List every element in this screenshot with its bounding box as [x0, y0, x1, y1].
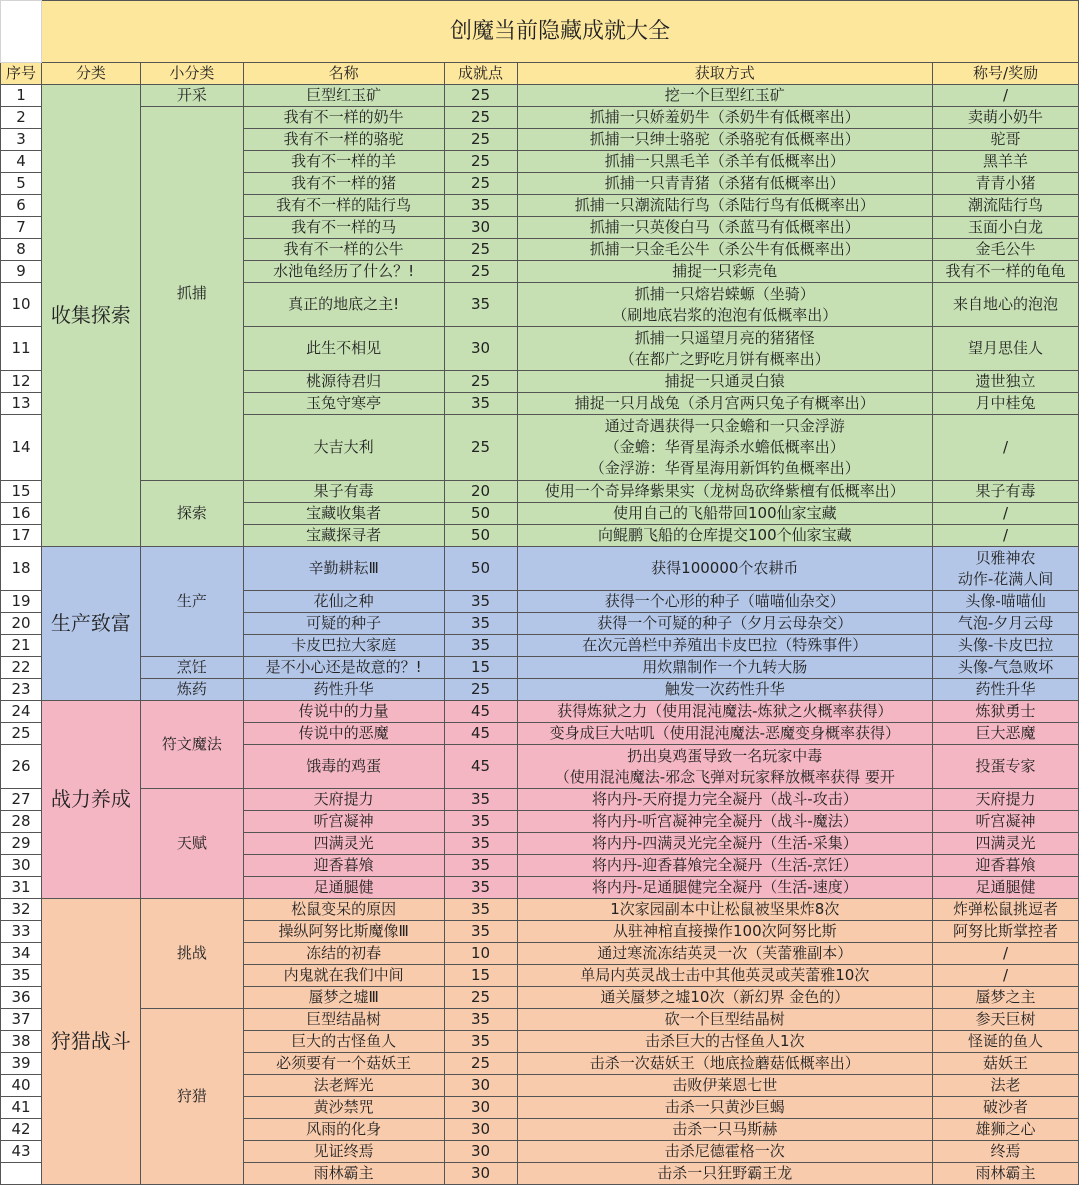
achievement-reward: 药性升华 [933, 679, 1079, 701]
achievement-reward: 气泡-夕月云母 [933, 613, 1079, 635]
achievement-method: 击杀巨大的古怪鱼人1次 [517, 1031, 933, 1053]
achievement-reward: 菇妖王 [933, 1053, 1079, 1075]
achievement-reward: 望月思佳人 [933, 327, 1079, 371]
achievement-reward: 四满灵光 [933, 833, 1079, 855]
achievement-name: 内鬼就在我们中间 [243, 965, 444, 987]
achievement-method: 用炊鼎制作一个九转大肠 [517, 657, 933, 679]
row-number: 32 [1, 899, 42, 921]
header-category: 分类 [41, 63, 140, 85]
row-number: 1 [1, 85, 42, 107]
achievement-points: 25 [444, 107, 517, 129]
row-number: 27 [1, 789, 42, 811]
achievement-points: 35 [444, 1009, 517, 1031]
row-number: 22 [1, 657, 42, 679]
achievement-points: 25 [444, 129, 517, 151]
achievement-name: 果子有毒 [243, 481, 444, 503]
achievement-reward: 青青小猪 [933, 173, 1079, 195]
achievement-name: 可疑的种子 [243, 613, 444, 635]
row-number: 43 [1, 1141, 42, 1163]
row-number: 37 [1, 1009, 42, 1031]
achievement-method: 从驻神棺直接操作100次阿努比斯 [517, 921, 933, 943]
achievement-name: 宝藏收集者 [243, 503, 444, 525]
achievement-points: 15 [444, 965, 517, 987]
achievement-method: 获得炼狱之力（使用混沌魔法-炼狱之火概率获得） [517, 701, 933, 723]
achievement-points: 25 [444, 85, 517, 107]
achievement-method: 使用一个奇异绛紫果实（龙树岛砍绛紫檀有低概率出） [517, 481, 933, 503]
achievement-points: 30 [444, 217, 517, 239]
achievement-method: 击杀一次菇妖王（地底捡蘑菇低概率出） [517, 1053, 933, 1075]
achievement-name: 桃源待君归 [243, 371, 444, 393]
achievement-reward: 巨大恶魔 [933, 723, 1079, 745]
header-subcategory: 小分类 [140, 63, 243, 85]
row-number: 41 [1, 1097, 42, 1119]
achievement-points: 30 [444, 327, 517, 371]
achievement-name: 玉兔守寒亭 [243, 393, 444, 415]
achievement-method: 1次家园副本中让松鼠被坚果炸8次 [517, 899, 933, 921]
achievement-name: 松鼠变呆的原因 [243, 899, 444, 921]
achievement-name: 真正的地底之主! [243, 283, 444, 327]
achievement-name: 宝藏探寻者 [243, 525, 444, 547]
row-number: 11 [1, 327, 42, 371]
achievement-points: 35 [444, 789, 517, 811]
achievement-reward: 玉面小白龙 [933, 217, 1079, 239]
achievement-points: 35 [444, 833, 517, 855]
achievement-points: 50 [444, 525, 517, 547]
achievement-method: 通关蜃梦之墟10次（新幻界 金色的） [517, 987, 933, 1009]
row-number: 25 [1, 723, 42, 745]
achievement-name: 天府提力 [243, 789, 444, 811]
achievement-reward: 终焉 [933, 1141, 1079, 1163]
header-row [1, 63, 1079, 85]
achievement-method: 将内丹-天府提力完全凝丹（战斗-攻击） [517, 789, 933, 811]
row-number: 10 [1, 283, 42, 327]
achievement-name: 巨型结晶树 [243, 1009, 444, 1031]
achievement-reward: 听宫凝神 [933, 811, 1079, 833]
achievement-method: 抓捕一只遥望月亮的猪猪怪 （在都广之野吃月饼有概率出） [517, 327, 933, 371]
row-number: 31 [1, 877, 42, 899]
subcategory-rune: 符文魔法 [140, 701, 243, 789]
achievement-points: 30 [444, 1163, 517, 1185]
achievement-reward: 我有不一样的龟龟 [933, 261, 1079, 283]
achievement-reward: / [933, 965, 1079, 987]
achievement-reward: 果子有毒 [933, 481, 1079, 503]
achievement-reward: 月中桂兔 [933, 393, 1079, 415]
achievement-name: 我有不一样的猪 [243, 173, 444, 195]
achievement-name: 我有不一样的奶牛 [243, 107, 444, 129]
achievement-points: 15 [444, 657, 517, 679]
achievement-method: 将内丹-四满灵光完全凝丹（生活-采集） [517, 833, 933, 855]
row-number: 14 [1, 415, 42, 481]
achievement-name: 此生不相见 [243, 327, 444, 371]
achievement-points: 10 [444, 943, 517, 965]
achievement-reward: 怪诞的鱼人 [933, 1031, 1079, 1053]
achievement-reward: / [933, 415, 1079, 481]
achievement-name: 是不小心还是故意的？! [243, 657, 444, 679]
row-number: 6 [1, 195, 42, 217]
achievement-name: 听宫凝神 [243, 811, 444, 833]
achievement-points: 50 [444, 503, 517, 525]
achievement-points: 25 [444, 987, 517, 1009]
row-number: 15 [1, 481, 42, 503]
achievement-name: 操纵阿努比斯魔像Ⅲ [243, 921, 444, 943]
achievement-name: 水池龟经历了什么？! [243, 261, 444, 283]
achievement-name: 花仙之种 [243, 591, 444, 613]
achievement-reward: 炼狱勇士 [933, 701, 1079, 723]
row-number: 16 [1, 503, 42, 525]
achievement-points: 45 [444, 701, 517, 723]
row-number: 19 [1, 591, 42, 613]
achievement-method: 将内丹-听宫凝神完全凝丹（战斗-魔法） [517, 811, 933, 833]
table-row [1, 899, 1079, 921]
achievement-reward: 头像-气急败坏 [933, 657, 1079, 679]
achievement-method: 砍一个巨型结晶树 [517, 1009, 933, 1031]
row-number: 21 [1, 635, 42, 657]
achievement-reward: 遗世独立 [933, 371, 1079, 393]
table-row [1, 547, 1079, 591]
achievement-reward: 迎香暮飧 [933, 855, 1079, 877]
achievement-name: 蜃梦之墟Ⅲ [243, 987, 444, 1009]
achievement-method: 通过奇遇获得一只金蟾和一只金浮游 （金蟾：华胥星海杀水蟾低概率出） （金浮游：华胥星海用新饵钓鱼概率出） [517, 415, 933, 481]
row-number: 36 [1, 987, 42, 1009]
header-name: 名称 [243, 63, 444, 85]
achievement-name: 法老辉光 [243, 1075, 444, 1097]
achievement-points: 35 [444, 635, 517, 657]
achievement-reward: 雄狮之心 [933, 1119, 1079, 1141]
achievement-method: 抓捕一只潮流陆行鸟（杀陆行鸟有低概率出） [517, 195, 933, 217]
row-number: 26 [1, 745, 42, 789]
row-number: 40 [1, 1075, 42, 1097]
row-number: 42 [1, 1119, 42, 1141]
achievement-reward: 天府提力 [933, 789, 1079, 811]
achievement-name: 足通腿健 [243, 877, 444, 899]
achievement-reward: / [933, 525, 1079, 547]
row-number: 13 [1, 393, 42, 415]
achievement-reward: / [933, 85, 1079, 107]
achievement-method: 抓捕一只绅士骆驼（杀骆驼有低概率出） [517, 129, 933, 151]
achievement-method: 获得一个可疑的种子（夕月云母杂交） [517, 613, 933, 635]
achievement-points: 25 [444, 239, 517, 261]
achievement-name: 我有不一样的马 [243, 217, 444, 239]
category-combat: 战力养成 [41, 701, 140, 899]
achievement-points: 30 [444, 1097, 517, 1119]
achievement-method: 变身成巨大咕叽（使用混沌魔法-恶魔变身概率获得） [517, 723, 933, 745]
achievement-method: 抓捕一只青青猪（杀猪有低概率出） [517, 173, 933, 195]
achievement-points: 25 [444, 679, 517, 701]
achievement-points: 25 [444, 173, 517, 195]
achievement-method: 抓捕一只金毛公牛（杀公牛有低概率出） [517, 239, 933, 261]
row-number: 38 [1, 1031, 42, 1053]
achievement-points: 25 [444, 151, 517, 173]
achievement-points: 45 [444, 723, 517, 745]
achievement-points: 35 [444, 877, 517, 899]
achievement-name: 饿毒的鸡蛋 [243, 745, 444, 789]
achievement-points: 35 [444, 195, 517, 217]
achievement-reward: / [933, 943, 1079, 965]
header-method: 获取方式 [517, 63, 933, 85]
achievement-reward: 来自地心的泡泡 [933, 283, 1079, 327]
achievement-method: 在次元兽栏中养殖出卡皮巴拉（特殊事件） [517, 635, 933, 657]
achievement-name: 大吉大利 [243, 415, 444, 481]
achievement-name: 我有不一样的陆行鸟 [243, 195, 444, 217]
row-number: 20 [1, 613, 42, 635]
subcategory-challenge: 挑战 [140, 899, 243, 1009]
table-row [1, 1009, 1079, 1031]
achievement-reward: 炸弹松鼠挑逗者 [933, 899, 1079, 921]
row-number: 29 [1, 833, 42, 855]
achievement-reward: 参天巨树 [933, 1009, 1079, 1031]
achievement-method: 抓捕一只英俊白马（杀蓝马有低概率出） [517, 217, 933, 239]
row-number: 34 [1, 943, 42, 965]
row-number: 5 [1, 173, 42, 195]
achievement-method: 捕捉一只通灵白猿 [517, 371, 933, 393]
sheet-title: 创魔当前隐藏成就大全 [41, 1, 1078, 63]
achievement-points: 35 [444, 591, 517, 613]
achievement-points: 30 [444, 1141, 517, 1163]
achievement-points: 35 [444, 855, 517, 877]
achievement-method: 捕捉一只彩壳龟 [517, 261, 933, 283]
achievement-points: 35 [444, 811, 517, 833]
achievement-name: 风雨的化身 [243, 1119, 444, 1141]
achievement-points: 25 [444, 415, 517, 481]
achievement-points: 25 [444, 1053, 517, 1075]
achievement-method: 触发一次药性升华 [517, 679, 933, 701]
achievement-method: 将内丹-迎香暮飧完全凝丹（生活-烹饪） [517, 855, 933, 877]
table-row [1, 679, 1079, 701]
achievement-method: 通过寒流冻结英灵一次（芙蕾雅副本） [517, 943, 933, 965]
achievement-method: 抓捕一只娇羞奶牛（杀奶牛有低概率出） [517, 107, 933, 129]
achievement-points: 35 [444, 393, 517, 415]
achievement-points: 45 [444, 745, 517, 789]
achievement-points: 35 [444, 613, 517, 635]
row-number: 28 [1, 811, 42, 833]
row-number: 3 [1, 129, 42, 151]
achievement-reward: 头像-喵喵仙 [933, 591, 1079, 613]
header-reward: 称号/奖励 [933, 63, 1079, 85]
row-number: 9 [1, 261, 42, 283]
achievement-name: 见证终焉 [243, 1141, 444, 1163]
table-row [1, 701, 1079, 723]
subcategory-production: 生产 [140, 547, 243, 657]
row-number: 17 [1, 525, 42, 547]
achievement-name: 我有不一样的骆驼 [243, 129, 444, 151]
row-number [1, 1163, 42, 1185]
achievement-reward: 驼哥 [933, 129, 1079, 151]
achievement-method: 单局内英灵战士击中其他英灵或芙蕾雅10次 [517, 965, 933, 987]
achievement-name: 传说中的力量 [243, 701, 444, 723]
achievement-name: 辛勤耕耘Ⅲ [243, 547, 444, 591]
corner-cell [1, 1, 42, 63]
subcategory-mining: 开采 [140, 85, 243, 107]
achievement-name: 我有不一样的羊 [243, 151, 444, 173]
achievement-reward: 蜃梦之主 [933, 987, 1079, 1009]
row-number: 12 [1, 371, 42, 393]
subcategory-explore: 探索 [140, 481, 243, 547]
row-number: 23 [1, 679, 42, 701]
row-number: 7 [1, 217, 42, 239]
achievement-name: 卡皮巴拉大家庭 [243, 635, 444, 657]
achievement-name: 雨林霸主 [243, 1163, 444, 1185]
achievement-name: 药性升华 [243, 679, 444, 701]
achievement-reward: 足通腿健 [933, 877, 1079, 899]
achievement-reward: 阿努比斯掌控者 [933, 921, 1079, 943]
achievement-name: 必须要有一个菇妖王 [243, 1053, 444, 1075]
category-collect: 收集探索 [41, 85, 140, 547]
subcategory-alchemy: 炼药 [140, 679, 243, 701]
achievement-points: 35 [444, 1031, 517, 1053]
achievement-points: 25 [444, 371, 517, 393]
row-number: 39 [1, 1053, 42, 1075]
achievement-reward: 投蛋专家 [933, 745, 1079, 789]
achievement-points: 35 [444, 921, 517, 943]
row-number: 2 [1, 107, 42, 129]
subcategory-hunting: 狩猎 [140, 1009, 243, 1185]
table-row [1, 789, 1079, 811]
achievement-method: 捕捉一只月战兔（杀月宫两只兔子有概率出） [517, 393, 933, 415]
achievement-reward: 黑羊羊 [933, 151, 1079, 173]
category-produce: 生产致富 [41, 547, 140, 701]
achievement-reward: 雨林霸主 [933, 1163, 1079, 1185]
achievement-points: 20 [444, 481, 517, 503]
table-row [1, 107, 1079, 129]
category-hunt: 狩猎战斗 [41, 899, 140, 1185]
achievement-points: 35 [444, 899, 517, 921]
table-row [1, 657, 1079, 679]
achievement-points: 25 [444, 261, 517, 283]
achievement-method: 抓捕一只熔岩蝾螈（坐骑） （刷地底岩浆的泡泡有低概率出） [517, 283, 933, 327]
row-number: 33 [1, 921, 42, 943]
achievement-method: 击杀尼德霍格一次 [517, 1141, 933, 1163]
achievement-name: 迎香暮飧 [243, 855, 444, 877]
achievement-method: 向鲲鹏飞船的仓库提交100个仙家宝藏 [517, 525, 933, 547]
achievement-method: 使用自己的飞船带回100仙家宝藏 [517, 503, 933, 525]
achievement-name: 四满灵光 [243, 833, 444, 855]
row-number: 30 [1, 855, 42, 877]
achievement-method: 挖一个巨型红玉矿 [517, 85, 933, 107]
achievement-method: 获得一个心形的种子（喵喵仙杂交） [517, 591, 933, 613]
header-points: 成就点 [444, 63, 517, 85]
subcategory-cooking: 烹饪 [140, 657, 243, 679]
achievement-name: 巨型红玉矿 [243, 85, 444, 107]
subcategory-talent: 天赋 [140, 789, 243, 899]
achievement-name: 巨大的古怪鱼人 [243, 1031, 444, 1053]
achievement-points: 35 [444, 283, 517, 327]
row-number: 8 [1, 239, 42, 261]
achievement-name: 黄沙禁咒 [243, 1097, 444, 1119]
achievement-method: 击败伊莱恩七世 [517, 1075, 933, 1097]
achievement-name: 传说中的恶魔 [243, 723, 444, 745]
achievement-method: 将内丹-足通腿健完全凝丹（生活-速度） [517, 877, 933, 899]
achievement-method: 击杀一只狂野霸王龙 [517, 1163, 933, 1185]
row-number: 35 [1, 965, 42, 987]
row-number: 4 [1, 151, 42, 173]
achievement-reward: 法老 [933, 1075, 1079, 1097]
achievement-method: 击杀一只黄沙巨蝎 [517, 1097, 933, 1119]
achievement-reward: 潮流陆行鸟 [933, 195, 1079, 217]
header-seq: 序号 [1, 63, 42, 85]
table-row [1, 85, 1079, 107]
subcategory-capture: 抓捕 [140, 107, 243, 481]
achievement-name: 我有不一样的公牛 [243, 239, 444, 261]
achievement-reward: 金毛公牛 [933, 239, 1079, 261]
achievement-reward: / [933, 503, 1079, 525]
achievement-points: 50 [444, 547, 517, 591]
achievement-reward: 破沙者 [933, 1097, 1079, 1119]
achievement-method: 获得100000个农耕币 [517, 547, 933, 591]
achievement-method: 击杀一只马斯赫 [517, 1119, 933, 1141]
achievement-method: 扔出臭鸡蛋导致一名玩家中毒 （使用混沌魔法-邪念飞弹对玩家释放概率获得 要开 [517, 745, 933, 789]
row-number: 24 [1, 701, 42, 723]
achievement-reward: 头像-卡皮巴拉 [933, 635, 1079, 657]
achievement-reward: 贝雅神农 动作-花满人间 [933, 547, 1079, 591]
table-row [1, 481, 1079, 503]
achievement-name: 冻结的初春 [243, 943, 444, 965]
achievement-reward: 卖萌小奶牛 [933, 107, 1079, 129]
achievement-points: 30 [444, 1119, 517, 1141]
row-number: 18 [1, 547, 42, 591]
achievement-points: 30 [444, 1075, 517, 1097]
achievement-method: 抓捕一只黑毛羊（杀羊有低概率出） [517, 151, 933, 173]
